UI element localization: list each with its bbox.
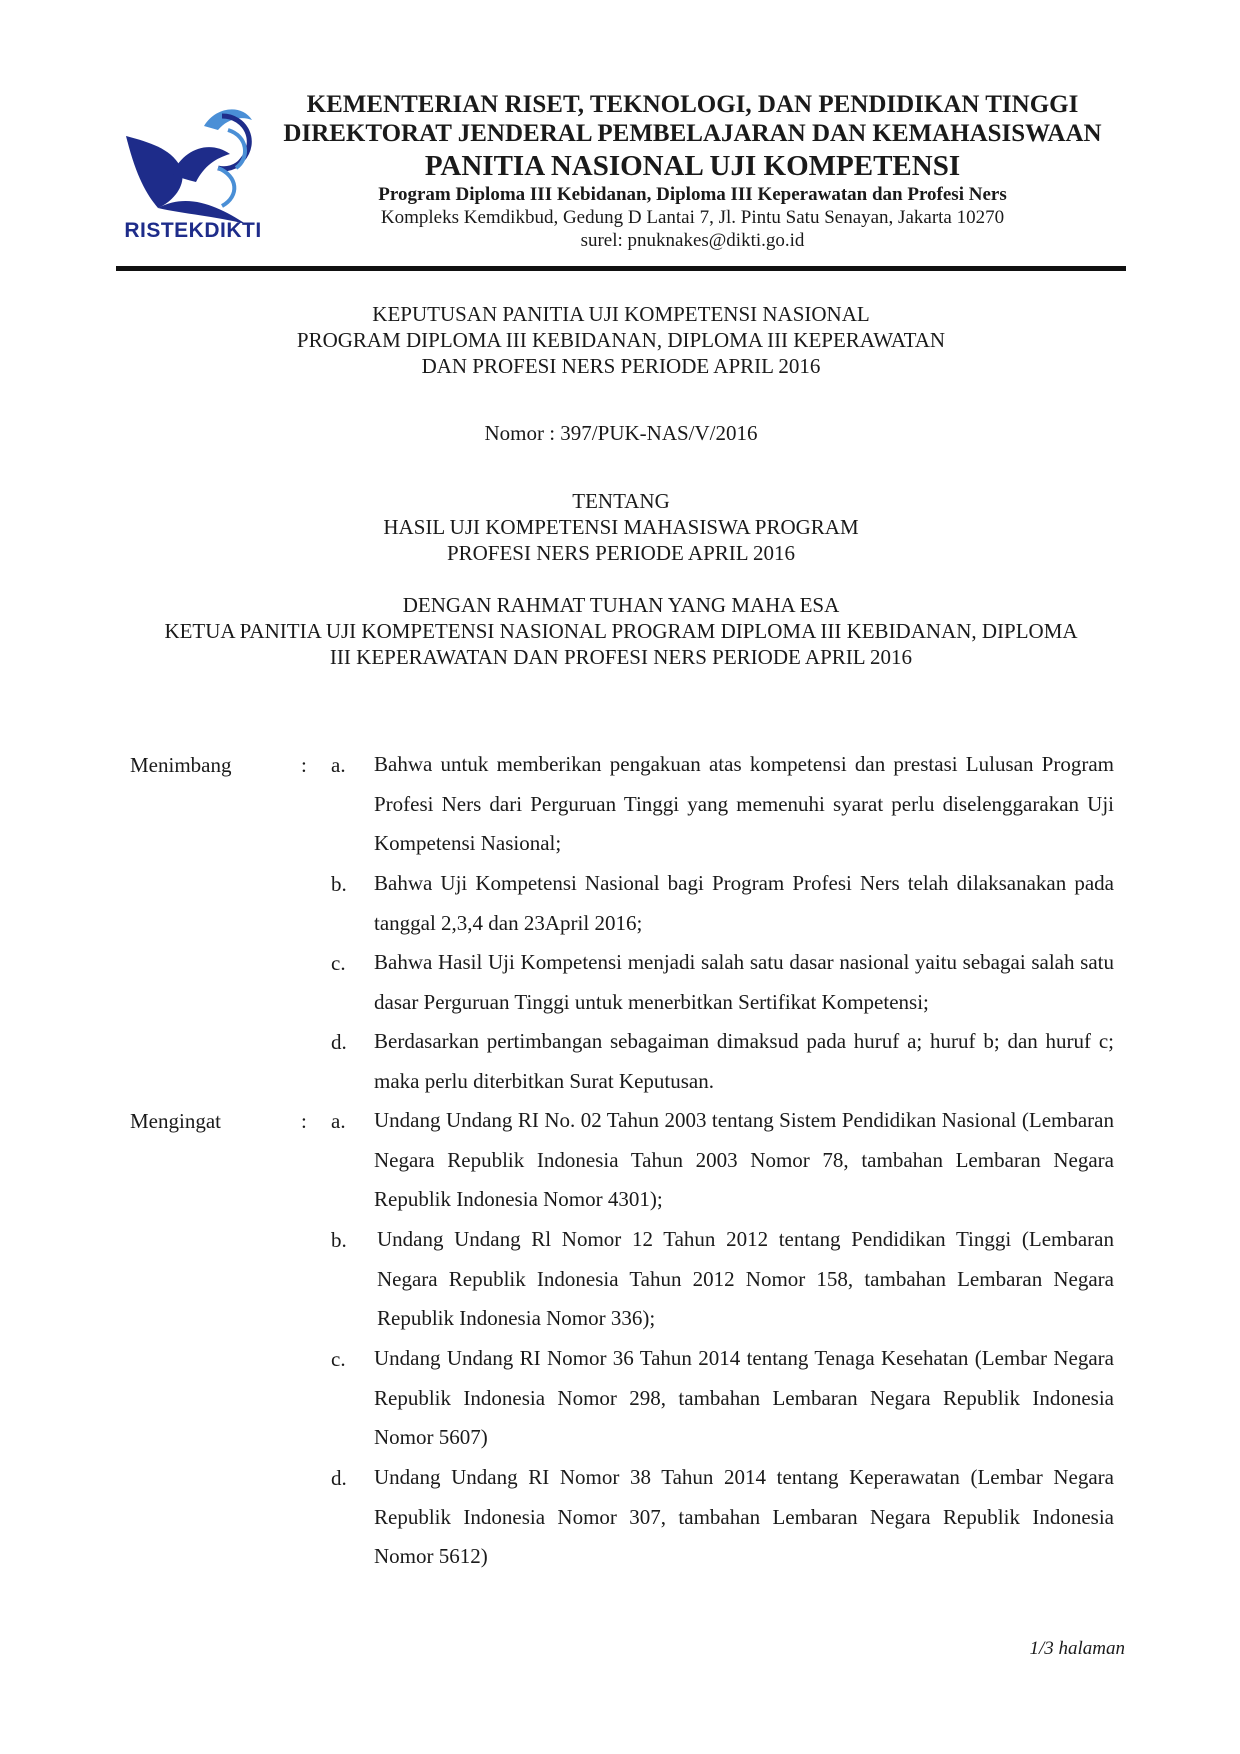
item-letter: d. (331, 1466, 347, 1490)
about-line: TENTANG (572, 489, 670, 513)
menimbang-item-a: Bahwa untuk memberikan pengakuan atas kompetensi dan prestasi Lulusan Program Profesi Ners dari Perguruan Tinggi yang memenuhi syarat perlu diselenggarakan Uji Kompetensi Nasional; (374, 752, 1114, 855)
email: surel: pnuknakes@dikti.go.id (580, 230, 805, 251)
item-letter: a. (331, 1109, 346, 1133)
menimbang-item-b: Bahwa Uji Kompetensi Nasional bagi Program Profesi Ners telah dilaksanakan pada tanggal 2,3,4 dan 23April 2016; (374, 871, 1114, 935)
decree-number: Nomor : 397/PUK-NAS/V/2016 (484, 421, 758, 445)
page-number: 1/3 halaman (1029, 1638, 1125, 1659)
letterhead-divider (116, 266, 1126, 271)
mengingat-item-a: Undang Undang RI No. 02 Tahun 2003 tentang Sistem Pendidikan Nasional (Lembaran Negara Republik Indonesia Tahun 2003 Nomor 78, tambahan Lembaran Negara Republik Indonesia Nomor 4301); (374, 1108, 1114, 1211)
address: Kompleks Kemdikbud, Gedung D Lantai 7, Jl. Pintu Satu Senayan, Jakarta 10270 (380, 207, 1005, 228)
section-label-mengingat: Mengingat (130, 1109, 221, 1133)
mengingat-item-b: Undang Undang Rl Nomor 12 Tahun 2012 tentang Pendidikan Tinggi (Lembaran Negara Republik Indonesia Tahun 2012 Nomor 158, tambahan Lembaran Negara Republik Indonesia Nomor 336); (377, 1227, 1114, 1330)
mengingat-item-d: Undang Undang RI Nomor 38 Tahun 2014 tentang Keperawatan (Lembar Negara Republik Indonesia Nomor 307, tambahan Lembaran Negara Republik Indonesia Nomor 5612) (374, 1465, 1114, 1568)
section-colon: : (301, 753, 307, 777)
item-letter: d. (331, 1030, 347, 1054)
directorate-name: DIREKTORAT JENDERAL PEMBELAJARAN DAN KEMAHASISWAAN (283, 120, 1102, 147)
item-letter: a. (331, 753, 346, 777)
mengingat-item-c: Undang Undang RI Nomor 36 Tahun 2014 tentang Tenaga Kesehatan (Lembar Negara Republik Indonesia Nomor 298, tambahan Lembaran Negara Republik Indonesia Nomor 5607) (374, 1346, 1114, 1449)
about-line: PROFESI NERS PERIODE APRIL 2016 (446, 541, 796, 565)
section-label-menimbang: Menimbang (130, 753, 232, 777)
program-name: Program Diploma III Kebidanan, Diploma III Keperawatan dan Profesi Ners (378, 184, 1007, 205)
preamble-line: III KEPERAWATAN DAN PROFESI NERS PERIODE APRIL 2016 (329, 645, 913, 669)
about-line: HASIL UJI KOMPETENSI MAHASISWA PROGRAM (383, 515, 859, 539)
preamble-line: DENGAN RAHMAT TUHAN YANG MAHA ESA (402, 593, 840, 617)
menimbang-item-c: Bahwa Hasil Uji Kompetensi menjadi salah satu dasar nasional yaitu sebagai salah satu dasar Perguruan Tinggi untuk menerbitkan Sertifikat Kompetensi; (374, 950, 1114, 1014)
logo-wordmark: RISTEKDIKTI (124, 219, 262, 242)
item-letter: c. (331, 1347, 346, 1371)
decree-title-line: KEPUTUSAN PANITIA UJI KOMPETENSI NASIONAL (372, 302, 870, 326)
committee-name: PANITIA NASIONAL UJI KOMPETENSI (424, 150, 961, 182)
item-letter: b. (331, 872, 347, 896)
decree-title-line: PROGRAM DIPLOMA III KEBIDANAN, DIPLOMA III KEPERAWATAN (296, 328, 946, 352)
decree-title-line: DAN PROFESI NERS PERIODE APRIL 2016 (421, 354, 821, 378)
ministry-name: KEMENTERIAN RISET, TEKNOLOGI, DAN PENDIDIKAN TINGGI (306, 91, 1079, 118)
item-letter: c. (331, 951, 346, 975)
section-colon: : (301, 1109, 307, 1133)
item-letter: b. (331, 1228, 347, 1252)
menimbang-item-d: Berdasarkan pertimbangan sebagaiman dimaksud pada huruf a; huruf b; dan huruf c; maka perlu diterbitkan Surat Keputusan. (374, 1029, 1114, 1093)
preamble-line: KETUA PANITIA UJI KOMPETENSI NASIONAL PROGRAM DIPLOMA III KEBIDANAN, DIPLOMA (164, 619, 1078, 643)
